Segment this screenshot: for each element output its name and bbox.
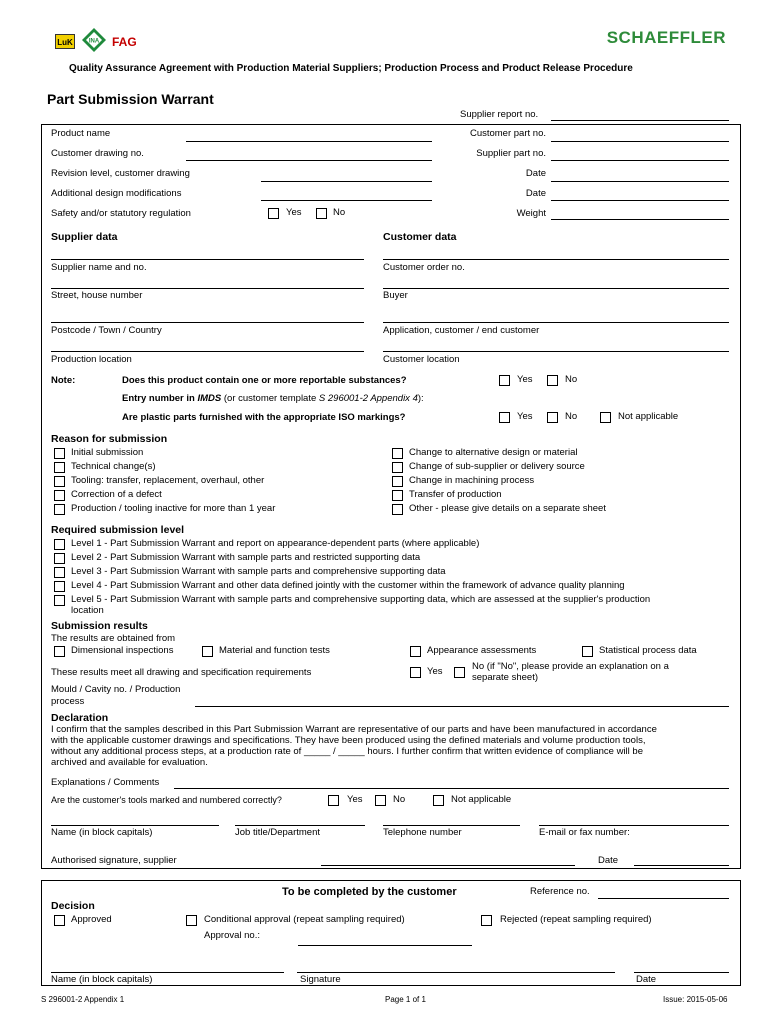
substances-no-label: No <box>565 374 578 385</box>
results-meet-no-label-continued: separate sheet) <box>472 672 539 683</box>
email-fax-field[interactable] <box>539 825 729 826</box>
mods-date-field[interactable] <box>551 200 729 201</box>
postcode-label: Postcode / Town / Country <box>51 325 162 336</box>
results-appearance-label: Appearance assessments <box>427 645 537 656</box>
mould-cavity-label: Mould / Cavity no. / Production <box>51 684 181 695</box>
level-5-checkbox[interactable] <box>54 595 65 606</box>
level-5-label-continued: location <box>71 605 104 616</box>
level-1-checkbox[interactable] <box>54 539 65 550</box>
reference-no-field[interactable] <box>598 898 729 899</box>
substances-no-checkbox[interactable] <box>547 375 558 386</box>
tools-yes-checkbox[interactable] <box>328 795 339 806</box>
rejected-label: Rejected (repeat sampling required) <box>500 914 652 925</box>
product-name-label: Product name <box>51 128 111 139</box>
results-statistical-label: Statistical process data <box>599 645 697 656</box>
approval-no-field[interactable] <box>298 945 472 946</box>
reason-right-checkbox-2[interactable] <box>392 476 403 487</box>
email-fax-label: E-mail or fax number: <box>539 827 630 838</box>
ina-logo <box>82 28 106 52</box>
reason-heading: Reason for submission <box>51 433 168 445</box>
customer-part-no-field[interactable] <box>551 141 729 142</box>
results-heading: Submission results <box>51 620 148 632</box>
approval-no-label: Approval no.: <box>204 930 260 941</box>
tools-no-checkbox[interactable] <box>375 795 386 806</box>
results-statistical-checkbox[interactable] <box>582 646 593 657</box>
results-appearance-checkbox[interactable] <box>410 646 421 657</box>
explanations-label: Explanations / Comments <box>51 777 160 788</box>
declaration-line-0: I confirm that the samples described in this Part Submission Warrant are representative of our parts and have been manufactured in accordance <box>51 724 657 735</box>
production-location-label: Production location <box>51 354 132 365</box>
customer-drawing-no-field[interactable] <box>186 160 432 161</box>
schaeffler-logo: SCHAEFFLER <box>606 28 726 47</box>
supplier-data-heading: Supplier data <box>51 231 118 243</box>
declaration-line-2: without any additional process steps, at a production rate of _____ / _____ hours. I further confirm that written evidence of compliance will be <box>51 746 643 757</box>
application-label: Application, customer / end customer <box>383 325 540 336</box>
customer-name-caps-label: Name (in block capitals) <box>51 974 153 985</box>
tools-no-label: No <box>393 794 406 805</box>
supplier-signature-label: Authorised signature, supplier <box>51 855 177 866</box>
safety-no-checkbox[interactable] <box>316 208 327 219</box>
weight-label: Weight <box>516 208 546 219</box>
additional-mods-field[interactable] <box>261 200 432 201</box>
safety-reg-label: Safety and/or statutory regulation <box>51 208 191 219</box>
note-label: Note: <box>51 375 76 386</box>
mould-cavity-label-continued: process <box>51 696 85 707</box>
results-dimensional-label: Dimensional inspections <box>71 645 174 656</box>
results-meet-label: These results meet all drawing and specification requirements <box>51 667 312 678</box>
customer-data-heading: Customer data <box>383 231 457 243</box>
customer-drawing-no-label: Customer drawing no. <box>51 148 144 159</box>
level-4-label: Level 4 - Part Submission Warrant and other data defined jointly with the customer within the framework of advance quality planning <box>71 580 625 591</box>
iso-na-checkbox[interactable] <box>600 412 611 423</box>
reason-left-checkbox-1[interactable] <box>54 462 65 473</box>
revision-level-label: Revision level, customer drawing <box>51 168 190 179</box>
decision-heading: Decision <box>51 900 95 912</box>
supplier-part-no-label: Supplier part no. <box>476 148 546 159</box>
conditional-approval-label: Conditional approval (repeat sampling required) <box>204 914 405 925</box>
fag-logo: FAG <box>112 35 137 49</box>
revision-date-label: Date <box>525 168 546 179</box>
production-location-field[interactable] <box>51 351 364 352</box>
customer-signature-field[interactable] <box>297 972 615 973</box>
iso-no-label: No <box>565 411 578 422</box>
reason-left-label-4: Production / tooling inactive for more than 1 year <box>71 503 276 514</box>
safety-no-label: No <box>333 207 346 218</box>
job-title-label: Job title/Department <box>235 827 321 838</box>
supplier-report-no-label: Supplier report no. <box>460 109 539 120</box>
customer-name-caps-field[interactable] <box>51 972 284 973</box>
iso-yes-checkbox[interactable] <box>499 412 510 423</box>
tools-yes-label: Yes <box>347 794 363 805</box>
customer-signature-label: Signature <box>300 974 341 985</box>
level-4-checkbox[interactable] <box>54 581 65 592</box>
reason-left-checkbox-2[interactable] <box>54 476 65 487</box>
explanations-field[interactable] <box>174 788 729 789</box>
level-2-checkbox[interactable] <box>54 553 65 564</box>
substances-yes-checkbox[interactable] <box>499 375 510 386</box>
customer-part-no-label: Customer part no. <box>469 128 546 139</box>
substances-yes-label: Yes <box>517 374 533 385</box>
declaration-line-3: archived and available for evaluation. <box>51 757 208 768</box>
reason-right-checkbox-3[interactable] <box>392 490 403 501</box>
revision-level-field[interactable] <box>261 181 432 182</box>
reason-right-checkbox-4[interactable] <box>392 504 403 515</box>
level-5-label: Level 5 - Part Submission Warrant with sample parts and comprehensive supporting data, which are assessed at the supplier's production <box>71 594 651 605</box>
reason-right-label-1: Change of sub-supplier or delivery source <box>409 461 585 472</box>
reason-left-label-1: Technical change(s) <box>71 461 156 472</box>
additional-mods-label: Additional design modifications <box>51 188 182 199</box>
level-2-label: Level 2 - Part Submission Warrant with sample parts and restricted supporting data <box>71 552 421 563</box>
document-subtitle: Quality Assurance Agreement with Production Material Suppliers; Production Process and Product Release Procedure <box>69 63 633 74</box>
customer-order-label: Customer order no. <box>383 262 465 273</box>
customer-date-field[interactable] <box>634 972 729 973</box>
job-title-field[interactable] <box>235 825 365 826</box>
luk-logo: LuK <box>55 34 75 49</box>
tools-na-checkbox[interactable] <box>433 795 444 806</box>
iso-no-checkbox[interactable] <box>547 412 558 423</box>
rejected-checkbox[interactable] <box>481 915 492 926</box>
telephone-label: Telephone number <box>383 827 462 838</box>
ina-logo-text: INA <box>88 38 100 45</box>
postcode-field[interactable] <box>51 322 364 323</box>
results-meet-no-label: No (if "No", please provide an explanation on a <box>472 661 669 672</box>
level-1-label: Level 1 - Part Submission Warrant and report on appearance-dependent parts (where applicable) <box>71 538 480 549</box>
supplier-part-no-field[interactable] <box>551 160 729 161</box>
application-field[interactable] <box>383 322 729 323</box>
product-name-field[interactable] <box>186 141 432 142</box>
results-dimensional-checkbox[interactable] <box>54 646 65 657</box>
weight-field[interactable] <box>551 219 729 220</box>
reason-left-checkbox-4[interactable] <box>54 504 65 515</box>
reason-left-checkbox-0[interactable] <box>54 448 65 459</box>
reportable-substances-question: Does this product contain one or more reportable substances? <box>122 375 407 386</box>
level-3-checkbox[interactable] <box>54 567 65 578</box>
buyer-field[interactable] <box>383 288 729 289</box>
supplier-signature-date-label: Date <box>598 855 619 866</box>
reason-right-label-0: Change to alternative design or material <box>409 447 578 458</box>
supplier-signature-field[interactable] <box>321 865 575 866</box>
declaration-line-1: with the applicable customer drawings and specifications. They have been produced using the defined materials and volume production tools, <box>51 735 646 746</box>
tools-na-label: Not applicable <box>451 794 512 805</box>
supplier-name-field[interactable] <box>51 259 364 260</box>
customer-location-field[interactable] <box>383 351 729 352</box>
results-obtained-label: The results are obtained from <box>51 633 176 644</box>
supplier-name-label: Supplier name and no. <box>51 262 147 273</box>
results-material-checkbox[interactable] <box>202 646 213 657</box>
customer-date-label: Date <box>636 974 657 985</box>
results-meet-no-checkbox[interactable] <box>454 667 465 678</box>
customer-order-field[interactable] <box>383 259 729 260</box>
reason-right-checkbox-0[interactable] <box>392 448 403 459</box>
reason-left-checkbox-3[interactable] <box>54 490 65 501</box>
supplier-name-caps-field[interactable] <box>51 825 219 826</box>
level-3-label: Level 3 - Part Submission Warrant with sample parts and comprehensive supporting data <box>71 566 446 577</box>
reference-no-label: Reference no. <box>530 886 590 897</box>
reason-right-label-3: Transfer of production <box>409 489 502 500</box>
footer-issue-date: Issue: 2015-05-06 <box>663 995 728 1004</box>
level-heading: Required submission level <box>51 524 185 536</box>
footer-page-number: Page 1 of 1 <box>385 995 426 1004</box>
buyer-label: Buyer <box>383 290 408 301</box>
mods-date-label: Date <box>525 188 546 199</box>
conditional-approval-checkbox[interactable] <box>186 915 197 926</box>
reason-left-label-0: Initial submission <box>71 447 144 458</box>
customer-section-title: To be completed by the customer <box>282 886 457 898</box>
safety-yes-checkbox[interactable] <box>268 208 279 219</box>
iso-yes-label: Yes <box>517 411 533 422</box>
revision-date-field[interactable] <box>551 181 729 182</box>
customer-location-label: Customer location <box>383 354 460 365</box>
reason-left-label-3: Correction of a defect <box>71 489 162 500</box>
iso-na-label: Not applicable <box>618 411 679 422</box>
supplier-signature-date-field[interactable] <box>634 865 729 866</box>
tools-question: Are the customer's tools marked and numbered correctly? <box>51 795 282 805</box>
telephone-field[interactable] <box>383 825 520 826</box>
street-field[interactable] <box>51 288 364 289</box>
approved-label: Approved <box>71 914 112 925</box>
results-meet-yes-label: Yes <box>427 666 443 677</box>
street-label: Street, house number <box>51 290 143 301</box>
results-material-label: Material and function tests <box>219 645 330 656</box>
supplier-report-no-field[interactable] <box>551 120 729 121</box>
reason-left-label-2: Tooling: transfer, replacement, overhaul, other <box>71 475 265 486</box>
footer-doc-id: S 296001-2 Appendix 1 <box>41 995 125 1004</box>
reason-right-checkbox-1[interactable] <box>392 462 403 473</box>
mould-cavity-field[interactable] <box>195 706 729 707</box>
reason-right-label-2: Change in machining process <box>409 475 535 486</box>
safety-yes-label: Yes <box>286 207 302 218</box>
page-title: Part Submission Warrant <box>47 91 214 107</box>
supplier-name-caps-label: Name (in block capitals) <box>51 827 153 838</box>
results-meet-yes-checkbox[interactable] <box>410 667 421 678</box>
reason-right-label-4: Other - please give details on a separate sheet <box>409 503 606 514</box>
approved-checkbox[interactable] <box>54 915 65 926</box>
imds-entry-label: Entry number in IMDS (or customer template S 296001-2 Appendix 4): <box>122 393 424 404</box>
iso-markings-question: Are plastic parts furnished with the appropriate ISO markings? <box>122 412 406 423</box>
declaration-heading: Declaration <box>51 712 109 724</box>
